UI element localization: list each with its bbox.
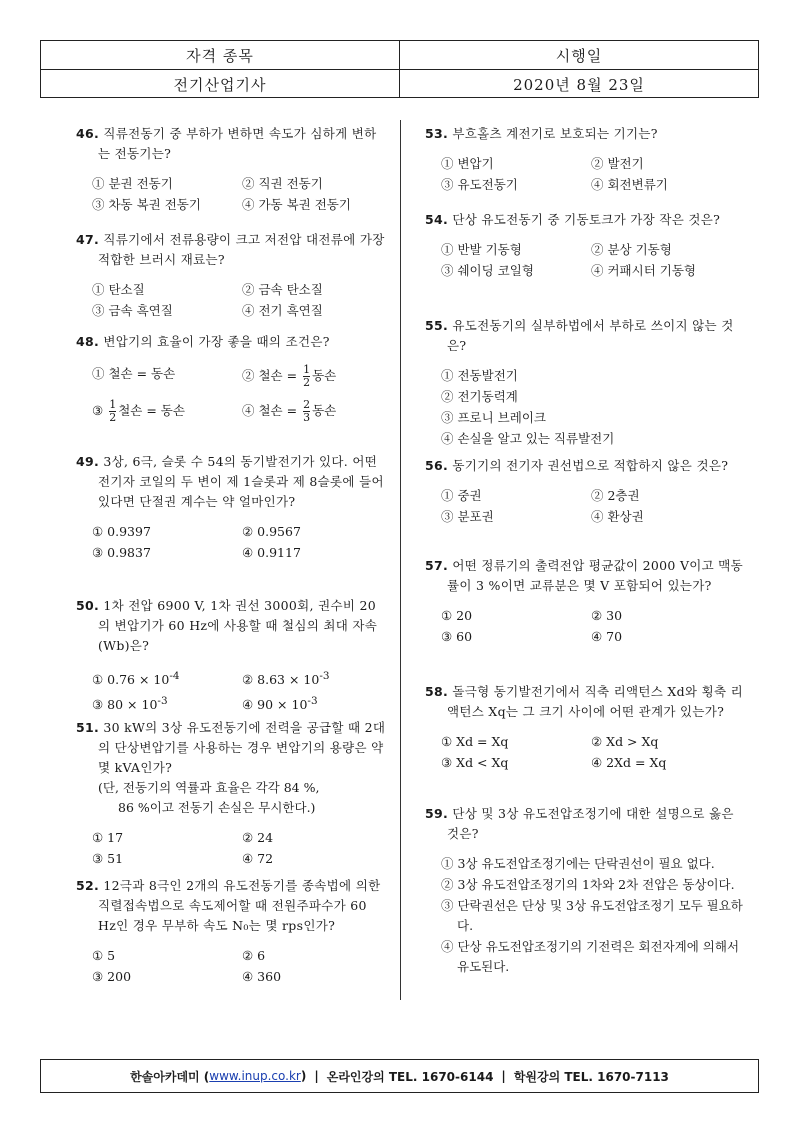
- answer-option[interactable]: ② 분상 기동형: [591, 242, 672, 257]
- answer-options: [425, 606, 745, 647]
- online-lecture-phone: 온라인강의 TEL. 1670-6144: [326, 1069, 494, 1084]
- question-number: 55.: [425, 318, 449, 333]
- footer-bar: [40, 1059, 759, 1093]
- answer-option[interactable]: ③ 유도전동기: [441, 177, 518, 192]
- answer-option[interactable]: ② Xd > Xq: [591, 734, 659, 749]
- question-number: 46.: [76, 126, 100, 141]
- question-text: 30 kW의 3상 유도전동기에 전력을 공급할 때 2대의 단상변압기를 사용하는 경우 변압기의 용량은 약 몇 kVA인가?: [98, 720, 386, 775]
- question-number: 54.: [425, 212, 449, 227]
- fraction-denominator: 3: [303, 411, 311, 424]
- answer-option[interactable]: [242, 399, 392, 424]
- answer-option[interactable]: [242, 364, 392, 389]
- option-text: 동손: [312, 403, 337, 418]
- question-number: 53.: [425, 126, 449, 141]
- answer-options: [76, 522, 386, 563]
- answer-options: [425, 154, 745, 195]
- question-stem: [425, 682, 745, 722]
- option-text: ③: [92, 403, 104, 418]
- exam-date-heading: 시행일: [399, 41, 758, 69]
- answer-option[interactable]: ③ 분포권: [441, 509, 494, 524]
- question-number: 48.: [76, 334, 100, 349]
- column-divider: [400, 120, 401, 1000]
- option-text: ① 0.76 × 10: [92, 672, 170, 688]
- answer-option[interactable]: ① Xd = Xq: [441, 734, 509, 749]
- exam-info-table: [40, 40, 759, 98]
- fraction-numerator: 2: [303, 398, 311, 411]
- option-text: ② 8.63 × 10: [242, 672, 320, 688]
- question-48: [76, 332, 386, 424]
- option-text: 동손: [312, 368, 337, 383]
- question-stem: [76, 230, 386, 270]
- answer-option[interactable]: ② 30: [591, 608, 623, 623]
- answer-options: [76, 666, 386, 715]
- question-stem: [76, 124, 386, 164]
- answer-option[interactable]: ② 금속 탄소질: [242, 282, 323, 297]
- question-46: [76, 124, 386, 215]
- answer-option[interactable]: ④ 커패시터 기동형: [591, 263, 696, 278]
- answer-option[interactable]: ① 5: [92, 948, 116, 963]
- question-52: [76, 876, 386, 987]
- option-text: ③ 80 × 10: [92, 697, 158, 713]
- question-number: 59.: [425, 806, 449, 821]
- answer-option[interactable]: ④ 환상권: [591, 509, 644, 524]
- question-text: 돌극형 동기발전기에서 직축 리액턴스 Xd와 횡축 리액턴스 Xq는 그 크기 사이에 어떤 관계가 있는가?: [447, 684, 743, 719]
- answer-options: [425, 854, 745, 977]
- answer-option[interactable]: ④ 회전변류기: [591, 177, 668, 192]
- question-stem: [76, 332, 386, 352]
- question-50: [76, 596, 386, 715]
- question-text: 단상 유도전동기 중 기동토크가 가장 작은 것은?: [452, 212, 721, 227]
- publisher-paren: ): [300, 1069, 307, 1083]
- fraction-one-half: [303, 364, 310, 389]
- question-stem: [425, 556, 745, 596]
- question-number: 50.: [76, 598, 100, 613]
- fraction-numerator: 1: [109, 398, 117, 411]
- answer-option[interactable]: ④ 72: [242, 851, 274, 866]
- question-55: [425, 316, 745, 449]
- option-text: ② 철손 =: [242, 368, 298, 383]
- answer-option[interactable]: ③ Xd < Xq: [441, 755, 509, 770]
- question-56: [425, 456, 745, 527]
- answer-option[interactable]: ① 3상 유도전압조정기에는 단락권선이 필요 없다.: [441, 856, 715, 871]
- fraction-one-half: [109, 399, 116, 424]
- question-stem: [425, 124, 745, 144]
- answer-option[interactable]: ③ 단락권선은 단상 및 3상 유도전압조정기 모두 필요하다.: [441, 898, 743, 933]
- answer-options: [76, 946, 386, 987]
- answer-option[interactable]: ② 발전기: [591, 156, 644, 171]
- question-stem: [425, 804, 745, 844]
- answer-option[interactable]: ④ 0.9117: [242, 545, 301, 560]
- question-stem: [425, 316, 745, 356]
- exam-date-value: 2020년 8월 23일: [399, 70, 758, 98]
- exam-info-header-row: [41, 41, 758, 69]
- exam-subject-heading: 자격 종목: [186, 46, 254, 65]
- question-stem: [425, 210, 745, 230]
- exponent: -3: [319, 670, 330, 682]
- question-stem: [76, 596, 386, 656]
- question-text: 직류기에서 전류용량이 크고 저전압 대전류에 가장 적합한 브러시 재료는?: [98, 232, 385, 267]
- fraction-two-thirds: [303, 399, 310, 424]
- answer-option[interactable]: [92, 691, 242, 715]
- publisher-name: 한솔아카데미 (: [130, 1069, 210, 1084]
- answer-option[interactable]: ④ 가동 복권 전동기: [242, 197, 351, 212]
- publisher-link[interactable]: www.inup.co.kr: [209, 1069, 301, 1083]
- question-stem: [76, 876, 386, 936]
- question-number: 51.: [76, 720, 100, 735]
- option-text: ④ 철손 =: [242, 403, 298, 418]
- answer-option[interactable]: ① 전동발전기: [441, 368, 518, 383]
- answer-option[interactable]: ③ 쉐이딩 코일형: [441, 263, 534, 278]
- answer-option[interactable]: ④ 손실을 알고 있는 직류발전기: [441, 431, 615, 446]
- fraction-denominator: 2: [303, 376, 311, 389]
- answer-option[interactable]: ① 17: [92, 830, 124, 845]
- exponent: -3: [157, 695, 168, 708]
- answer-options: [425, 366, 745, 449]
- answer-option[interactable]: ③ 금속 흑연질: [92, 303, 173, 318]
- answer-option[interactable]: ① 분권 전동기: [92, 176, 173, 191]
- answer-option[interactable]: ③ 차동 복권 전동기: [92, 197, 201, 212]
- question-57: [425, 556, 745, 647]
- answer-option[interactable]: ③ 프로니 브레이크: [441, 410, 546, 425]
- question-59: [425, 804, 745, 977]
- question-text: 동기기의 전기자 권선법으로 적합하지 않은 것은?: [452, 458, 729, 473]
- answer-option[interactable]: [92, 666, 242, 690]
- option-text: ① 철손 = 동손: [92, 366, 176, 381]
- answer-option[interactable]: ② 3상 유도전압조정기의 1차와 2차 전압은 동상이다.: [441, 877, 735, 892]
- question-text: 직류전동기 중 부하가 변하면 속도가 심하게 변하는 전동기는?: [98, 126, 377, 161]
- question-text: 어떤 정류기의 출력전압 평균값이 2000 V이고 맥동률이 3 %이면 교류분은 몇 V 포함되어 있는가?: [447, 558, 744, 593]
- answer-options: [425, 486, 745, 527]
- question-stem: [76, 718, 386, 778]
- separator: |: [314, 1069, 319, 1083]
- question-49: [76, 452, 386, 563]
- question-58: [425, 682, 745, 773]
- fraction-numerator: 1: [303, 363, 311, 376]
- question-47: [76, 230, 386, 321]
- answer-option[interactable]: ④ 단상 유도전압조정기의 기전력은 회전자계에 의해서 유도된다.: [441, 939, 740, 974]
- answer-option[interactable]: [242, 666, 392, 690]
- answer-option[interactable]: ① 0.9397: [92, 524, 151, 539]
- answer-option[interactable]: ④ 70: [591, 629, 623, 644]
- answer-options: [425, 240, 745, 281]
- question-number: 47.: [76, 232, 100, 247]
- question-number: 52.: [76, 878, 100, 893]
- exponent: -3: [307, 695, 318, 708]
- exam-info-value-row: [41, 69, 758, 98]
- question-note: (단, 전동기의 역률과 효율은 각각 84 %,: [98, 780, 320, 795]
- answer-option[interactable]: ④ 360: [242, 969, 282, 984]
- question-text: 유도전동기의 실부하법에서 부하로 쓰이지 않는 것은?: [447, 318, 734, 353]
- question-54: [425, 210, 745, 281]
- answer-option[interactable]: ④ 전기 흑연질: [242, 303, 323, 318]
- question-text: 부흐홀츠 계전기로 보호되는 기기는?: [452, 126, 658, 141]
- question-number: 49.: [76, 454, 100, 469]
- fraction-denominator: 2: [109, 411, 117, 424]
- question-note: 86 %이고 전동기 손실은 무시한다.): [118, 800, 316, 815]
- question-51: [76, 718, 386, 869]
- answer-option[interactable]: ① 20: [441, 608, 473, 623]
- question-stem: [76, 452, 386, 512]
- answer-option[interactable]: ① 중권: [441, 488, 482, 503]
- answer-option[interactable]: ② 전기동력계: [441, 389, 518, 404]
- answer-options: [76, 364, 386, 424]
- question-text: 1차 전압 6900 V, 1차 권선 3000회, 권수비 20의 변압기가 60 Hz에 사용할 때 철심의 최대 자속(Wb)은?: [98, 598, 378, 653]
- question-text: 12극과 8극인 2개의 유도전동기를 종속법에 의한 직렬접속법으로 속도제어할 때 전원주파수가 60 Hz인 경우 무부하 속도 N₀는 몇 rps인가?: [98, 878, 381, 933]
- question-number: 56.: [425, 458, 449, 473]
- exponent: -4: [169, 670, 180, 682]
- answer-option[interactable]: [92, 399, 242, 424]
- answer-option[interactable]: ④ 2Xd = Xq: [591, 755, 667, 770]
- exam-subject-value: 전기산업기사: [173, 75, 267, 94]
- answer-options: [76, 828, 386, 869]
- answer-option[interactable]: ① 변압기: [441, 156, 494, 171]
- question-stem: [425, 456, 745, 476]
- option-text: ④ 90 × 10: [242, 697, 308, 713]
- academy-lecture-phone: 학원강의 TEL. 1670-7113: [513, 1069, 669, 1084]
- answer-option[interactable]: [242, 691, 392, 715]
- question-text: 변압기의 효율이 가장 좋을 때의 조건은?: [103, 334, 330, 349]
- answer-option[interactable]: [92, 364, 242, 389]
- answer-option[interactable]: ③ 0.9837: [92, 545, 151, 560]
- answer-option[interactable]: ① 반발 기동형: [441, 242, 522, 257]
- answer-option[interactable]: ② 2층권: [591, 488, 640, 503]
- answer-options: [425, 732, 745, 773]
- answer-option[interactable]: ① 탄소질: [92, 282, 145, 297]
- answer-option[interactable]: ② 0.9567: [242, 524, 301, 539]
- question-number: 58.: [425, 684, 449, 699]
- answer-option[interactable]: ② 직권 전동기: [242, 176, 323, 191]
- answer-options: [76, 174, 386, 215]
- answer-option[interactable]: ② 24: [242, 830, 274, 845]
- question-53: [425, 124, 745, 195]
- question-number: 57.: [425, 558, 449, 573]
- answer-option[interactable]: ③ 60: [441, 629, 473, 644]
- question-text: 3상, 6극, 슬롯 수 54의 동기발전기가 있다. 어떤 전기자 코일의 두 변이 제 1슬롯과 제 8슬롯에 들어있다면 단절권 계수는 약 얼마인가?: [98, 454, 384, 509]
- answer-option[interactable]: ③ 200: [92, 969, 132, 984]
- answer-options: [76, 280, 386, 321]
- question-text: 단상 및 3상 유도전압조정기에 대한 설명으로 옳은 것은?: [447, 806, 734, 841]
- answer-option[interactable]: ② 6: [242, 948, 266, 963]
- option-text: 철손 = 동손: [118, 403, 185, 418]
- answer-option[interactable]: ③ 51: [92, 851, 124, 866]
- separator: |: [501, 1069, 506, 1083]
